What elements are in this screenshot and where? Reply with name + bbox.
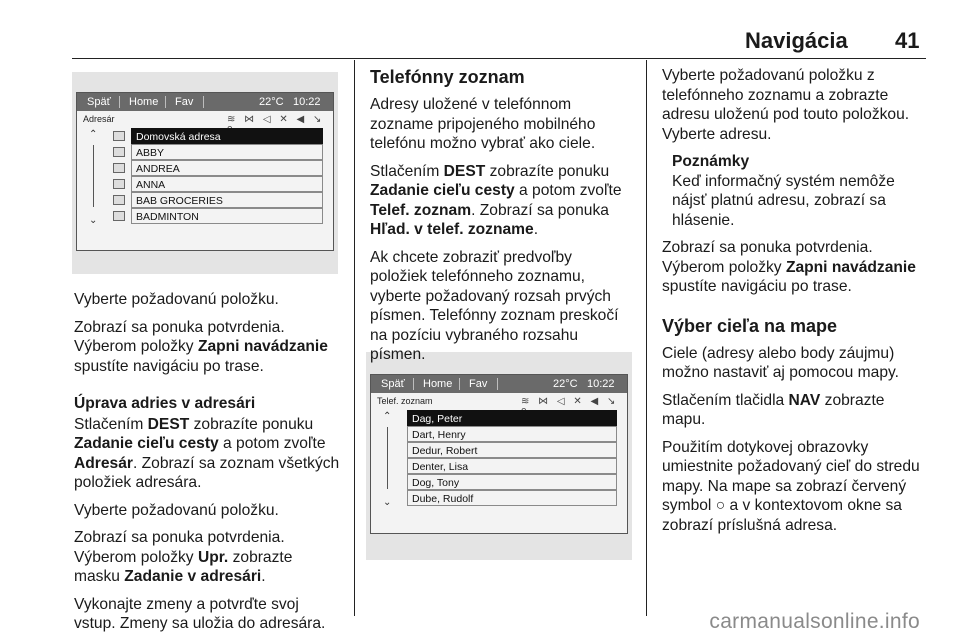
screenshot-phone-book [366, 352, 632, 560]
home-button: Home [129, 96, 159, 108]
list-item: Dart, Henry [407, 426, 617, 442]
list-item: ABBY [131, 144, 323, 160]
temperature: 22°C [553, 378, 578, 390]
infotainment-screen [370, 374, 628, 534]
paragraph: Ciele (adresy alebo body záujmu) možno nastaviť aj pomocou mapy. [662, 344, 899, 381]
paragraph: Stlačením tlačidla NAV zobrazte mapu. [662, 391, 885, 428]
screen-breadcrumb: Telef. zoznam [377, 396, 433, 406]
status-icons: ≋ ⋈ ◁ ✕ ◀ ↘ [521, 396, 619, 407]
back-button: Späť [87, 96, 111, 108]
clock: 10:22 [293, 96, 321, 108]
screen-toolbar [77, 93, 333, 111]
list-item: Denter, Lisa [407, 458, 617, 474]
paragraph: Použitím dotykovej obrazovky umiestnite požadovaný cieľ do stredu mapy. Na mape sa zobrazí červený symbol ○ a v kontextovom okne sa zobrazí príslušná adresa. [662, 438, 920, 534]
list-item: ANNA [131, 176, 323, 192]
paragraph: Vyberte požadovanú položku. [74, 291, 279, 308]
fav-button: Fav [175, 96, 194, 108]
paragraph: Adresy uložené v telefónnom zozname pripojeného mobilného telefónu možno vybrať ako ciele. [370, 96, 596, 152]
list-item: Dag, Peter [407, 410, 617, 426]
list-item: Dube, Rudolf [407, 490, 617, 506]
paragraph: Stlačením DEST zobrazíte ponuku Zadanie cieľu cesty a potom zvoľte Telef. zoznam. Zobrazí sa ponuka Hľad. v telef. zozname. [370, 162, 622, 238]
column-divider-2 [646, 60, 647, 616]
contact-icon [113, 211, 125, 221]
fav-button: Fav [469, 378, 488, 390]
map-symbol-icon: ○ [715, 497, 726, 514]
status-icons: ≋ ⋈ ◁ ✕ ◀ ↘ [227, 114, 325, 125]
list-item: BADMINTON [131, 208, 323, 224]
page-section-title: Navigácia [745, 28, 848, 53]
scroll-down-icon: ⌄ [383, 497, 392, 508]
column-2-text [370, 66, 640, 373]
list-item: BAB GROCERIES [131, 192, 323, 208]
paragraph: Vyberte požadovanú položku. [74, 501, 279, 519]
note-title: Poznámky [672, 153, 750, 170]
infotainment-screen [76, 92, 334, 251]
scrollbar [387, 427, 388, 489]
home-address-icon [113, 131, 125, 141]
paragraph: Zobrazí sa ponuka potvrdenia. Výberom položky Zapni navádzanie spustíte navigáciu po trase. [662, 239, 916, 295]
clock: 10:22 [587, 378, 615, 390]
list-item: Domovská adresa [131, 128, 323, 144]
scroll-down-icon: ⌄ [89, 215, 98, 226]
list-item: Dedur, Robert [407, 442, 617, 458]
screen-breadcrumb: Adresár [83, 114, 115, 124]
contact-icon [113, 179, 125, 189]
paragraph: Ak chcete zobraziť predvoľby položiek telefónneho zoznamu, vyberte požadovaný rozsah prvých písmen. Telefónny zoznam preskočí na pozíciu vybraného rozsahu písmen. [370, 248, 619, 363]
watermark: carmanualsonline.info [709, 610, 920, 633]
poi-icon [113, 195, 125, 205]
paragraph: Vykonajte zmeny a potvrďte svoj vstup. Zmeny sa uložia do adresára. [74, 595, 326, 632]
paragraph: Stlačením DEST zobrazíte ponuku Zadanie cieľu cesty a potom zvoľte Adresár. Zobrazí sa zoznam všetkých položiek adresára. [74, 415, 340, 491]
column-1-text [74, 290, 346, 642]
list-item: Dog, Tony [407, 474, 617, 490]
subheading: Úprava adries v adresári [74, 395, 256, 412]
section-heading: Telefónny zoznam [370, 67, 525, 87]
header-rule [72, 58, 926, 59]
scroll-up-icon: ⌃ [89, 129, 98, 140]
home-button: Home [423, 378, 453, 390]
paragraph: Zobrazí sa ponuka potvrdenia. Výberom položky Upr. zobrazte masku Zadanie v adresári. [74, 529, 293, 585]
contact-icon [113, 147, 125, 157]
scroll-up-icon: ⌃ [383, 411, 392, 422]
paragraph: Vyberte požadovanú položku z telefónneho zoznamu a zobrazte adresu uloženú pod touto položkou. Vyberte adresu. [662, 67, 910, 143]
temperature: 22°C [259, 96, 284, 108]
contact-icon [113, 163, 125, 173]
scrollbar [93, 145, 94, 207]
back-button: Späť [381, 378, 405, 390]
section-heading: Výber cieľa na mape [662, 315, 838, 336]
screen-toolbar [371, 375, 627, 393]
screenshot-address-book [72, 72, 338, 274]
paragraph: Zobrazí sa ponuka potvrdenia. Výberom položky Zapni navádzanie spustíte navigáciu po trase. [74, 318, 328, 375]
column-divider-1 [354, 60, 355, 616]
note-box: Poznámky Keď informačný systém nemôže nájsť platnú adresu, zobrazí sa hlásenie. [672, 153, 895, 229]
column-3-text [662, 66, 942, 543]
list-item: ANDREA [131, 160, 323, 176]
page-number: 41 [895, 28, 920, 53]
